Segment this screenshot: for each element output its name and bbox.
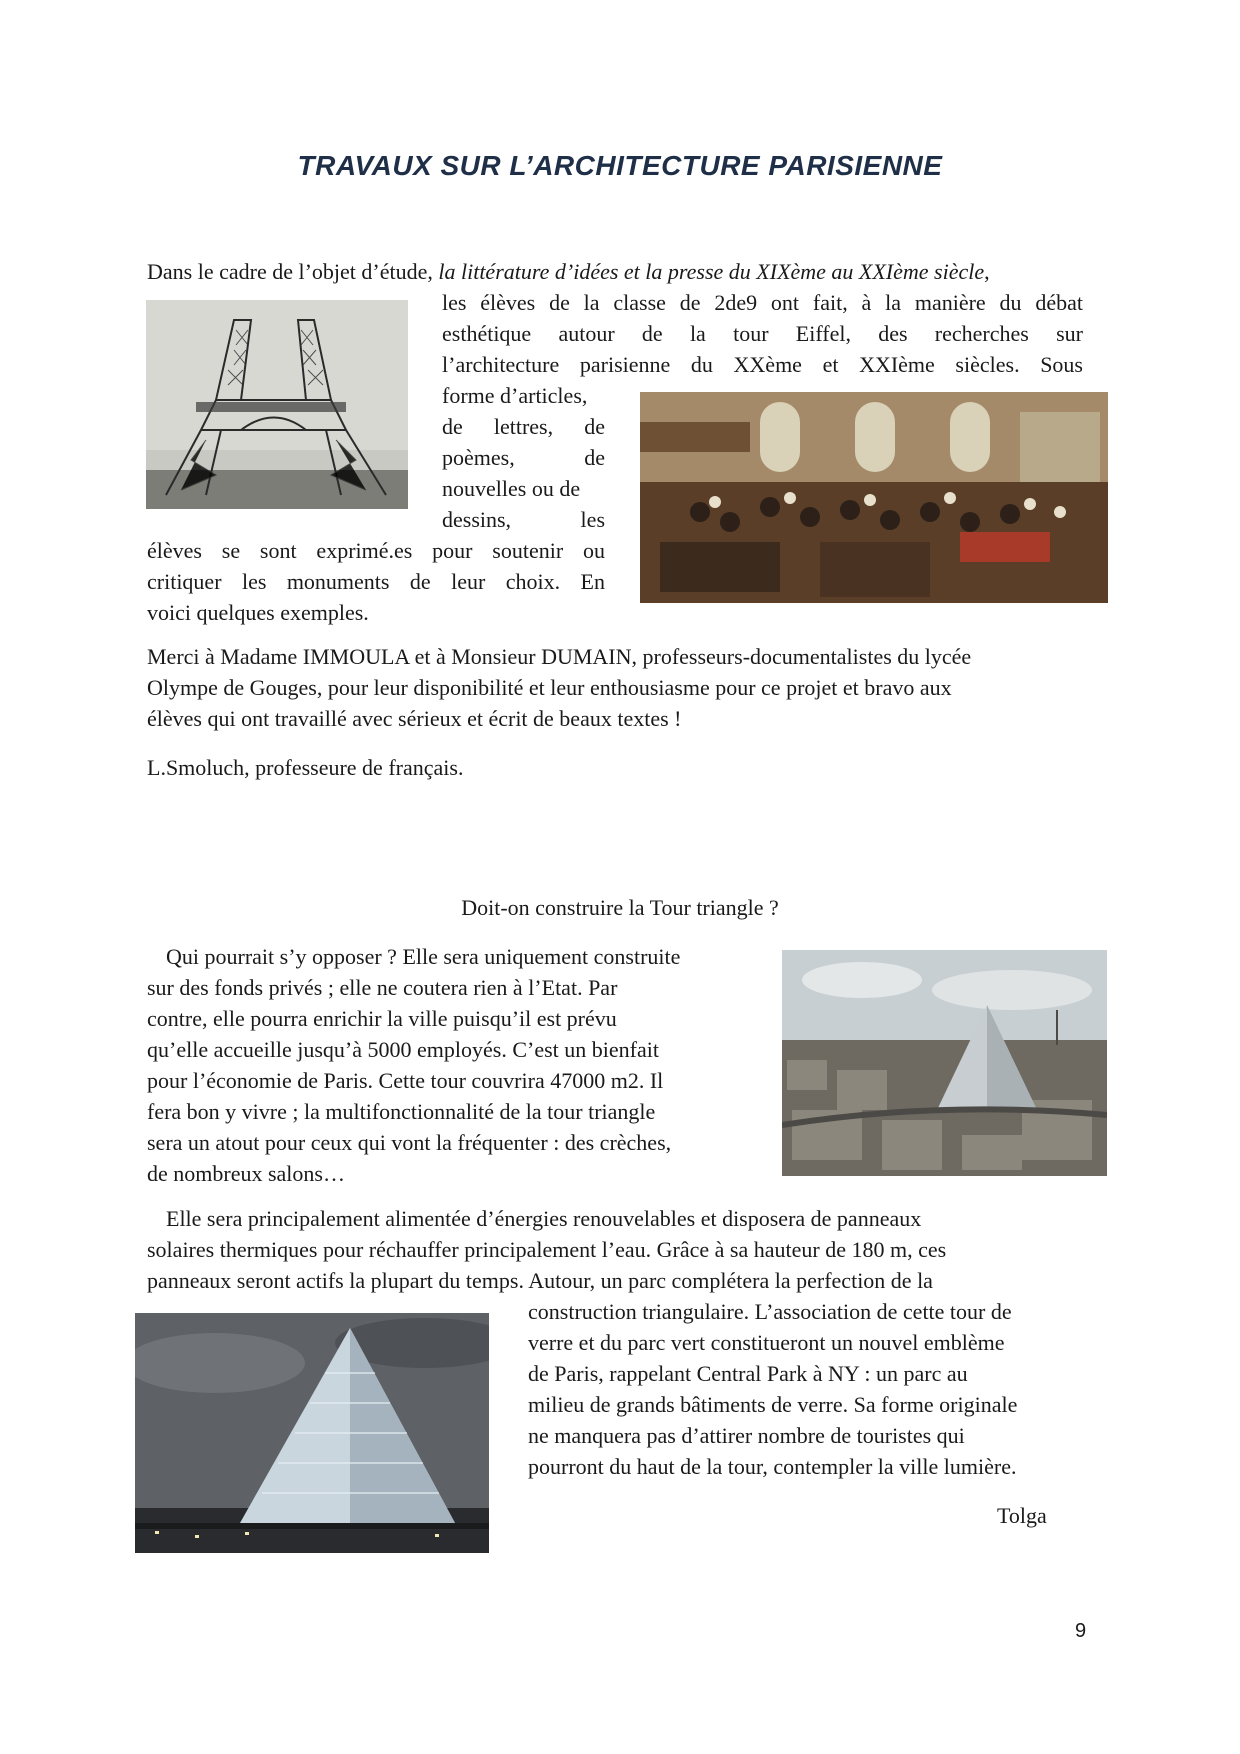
page-title: TRAVAUX SUR L’ARCHITECTURE PARISIENNE <box>297 150 943 181</box>
article-p1-line-5: pour l’économie de Paris. Cette tour couvrira 47000 m2. Il <box>147 1068 664 1093</box>
intro-line-6: de lettres, de <box>442 414 605 439</box>
intro-line-1-start: Dans le cadre de l’objet d’étude, <box>147 259 439 284</box>
article-p1-line-2: sur des fonds privés ; elle ne coutera rien à l’Etat. Par <box>147 975 618 1000</box>
article-p1-line-1: Qui pourrait s’y opposer ? Elle sera uniquement construite <box>166 944 681 969</box>
intro-line-3: esthétique autour de la tour Eiffel, des recherches sur <box>442 321 1083 346</box>
intro-line-11: critiquer les monuments de leur choix. En <box>147 569 605 594</box>
thanks-line-2: Olympe de Gouges, pour leur disponibilité et leur enthousiasme pour ce projet et bravo aux <box>147 675 952 700</box>
article-heading: Doit-on construire la Tour triangle ? <box>461 895 779 920</box>
intro-line-7: poèmes, de <box>442 445 605 470</box>
article-p2-line-2: solaires thermiques pour réchauffer principalement l’eau. Grâce à sa hauteur de 180 m, ces <box>147 1237 947 1262</box>
intro-line-12: voici quelques exemples. <box>147 600 369 625</box>
teacher-signature: L.Smoluch, professeure de français. <box>147 755 464 780</box>
intro-line-5: forme d’articles, <box>442 383 588 408</box>
intro-line-8: nouvelles ou de <box>442 476 581 501</box>
article-p2-line-6: de Paris, rappelant Central Park à NY : un parc au <box>528 1361 968 1386</box>
tour-triangle-render <box>135 1313 489 1553</box>
intro-line-9: dessins, les <box>442 507 605 532</box>
eiffel-tower-photo <box>146 300 408 509</box>
intro-line-10: élèves se sont exprimé.es pour soutenir ou <box>147 538 605 563</box>
intro-line-2: les élèves de la classe de 2de9 ont fait, à la manière du débat <box>442 290 1083 315</box>
article-p1-line-8: de nombreux salons… <box>147 1161 345 1186</box>
intro-line-1-end: , <box>984 259 990 284</box>
article-p2-line-7: milieu de grands bâtiments de verre. Sa forme originale <box>528 1392 1018 1417</box>
article-p2-line-5: verre et du parc vert constitueront un nouvel emblème <box>528 1330 1005 1355</box>
article-p2-line-1: Elle sera principalement alimentée d’énergies renouvelables et disposera de panneaux <box>166 1206 922 1231</box>
intro-study-object: la littérature d’idées et la presse du XIXème au XXIème siècle <box>438 259 985 284</box>
article-p1-line-3: contre, elle pourra enrichir la ville puisqu’il est prévu <box>147 1006 617 1031</box>
tour-triangle-city-render <box>782 950 1107 1176</box>
thanks-line-1: Merci à Madame IMMOULA et à Monsieur DUMAIN, professeurs-documentalistes du lycée <box>147 644 972 669</box>
thanks-line-3: élèves qui ont travaillé avec sérieux et écrit de beaux textes ! <box>147 706 682 731</box>
article-p2-line-4: construction triangulaire. L’association de cette tour de <box>528 1299 1012 1324</box>
article-p2-line-9: pourront du haut de la tour, contempler la ville lumière. <box>528 1454 1017 1479</box>
article-p1-line-4: qu’elle accueille jusqu’à 5000 employés. C’est un bienfait <box>147 1037 659 1062</box>
intro-line-1 <box>147 256 990 287</box>
article-p2-line-3: panneaux seront actifs la plupart du temps. Autour, un parc complétera la perfection de la <box>147 1268 933 1293</box>
article-author: Tolga <box>997 1503 1047 1528</box>
page-number: 9 <box>1075 1620 1087 1642</box>
intro-line-4: l’architecture parisienne du XXème et XXIème siècles. Sous <box>442 352 1083 377</box>
article-p1-line-6: fera bon y vivre ; la multifonctionnalité de la tour triangle <box>147 1099 656 1124</box>
article-p2-line-8: ne manquera pas d’attirer nombre de touristes qui <box>528 1423 965 1448</box>
assembly-painting <box>640 392 1108 603</box>
article-p1-line-7: sera un atout pour ceux qui vont la fréquenter : des crèches, <box>147 1130 672 1155</box>
